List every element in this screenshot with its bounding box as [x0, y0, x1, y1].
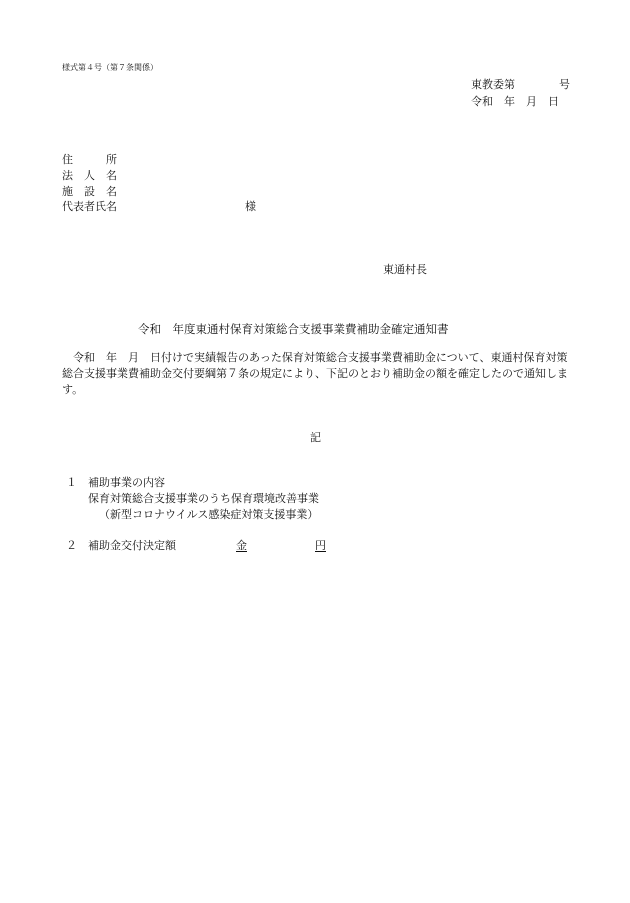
- item-2-label: 補助金交付決定額: [88, 539, 176, 552]
- item-1-number: １: [66, 476, 77, 489]
- item-1-detail-1: 保育対策総合支援事業のうち保育環境改善事業: [88, 492, 319, 505]
- amount-field: [236, 537, 326, 553]
- sender-name: 東通村長: [383, 263, 427, 276]
- recipient-corporation-label: 法 人 名: [62, 169, 117, 182]
- recipient-facility-label: 施 設 名: [62, 185, 117, 198]
- document-title: 令和 年度東通村保育対策総合支援事業費補助金確定通知書: [138, 322, 449, 336]
- recipient-representative-label: 代表者氏名: [62, 200, 117, 213]
- form-label: 様式第４号（第７条関係）: [62, 63, 158, 72]
- recipient-address-label: 住 所: [62, 153, 117, 166]
- recipient-honorific: 様: [245, 200, 256, 213]
- amount-prefix: 金: [236, 539, 247, 552]
- issue-number: 東教委第 号: [471, 78, 570, 91]
- amount-suffix: 円: [315, 539, 326, 552]
- body-paragraph: 令和 年 月 日付けで実績報告のあった保育対策総合支援事業費補助金について、東通村保育対策総合支援事業費補助金交付要綱第７条の規定により、下記のとおり補助金の額を確定したので通知します。: [62, 351, 568, 396]
- item-1-label: 補助事業の内容: [88, 476, 165, 489]
- item-2-number: ２: [66, 539, 77, 552]
- issue-date: 令和 年 月 日: [471, 95, 559, 108]
- item-1-detail-2: （新型コロナウイルス感染症対策支援事業）: [99, 508, 319, 521]
- ki-heading: 記: [310, 431, 321, 444]
